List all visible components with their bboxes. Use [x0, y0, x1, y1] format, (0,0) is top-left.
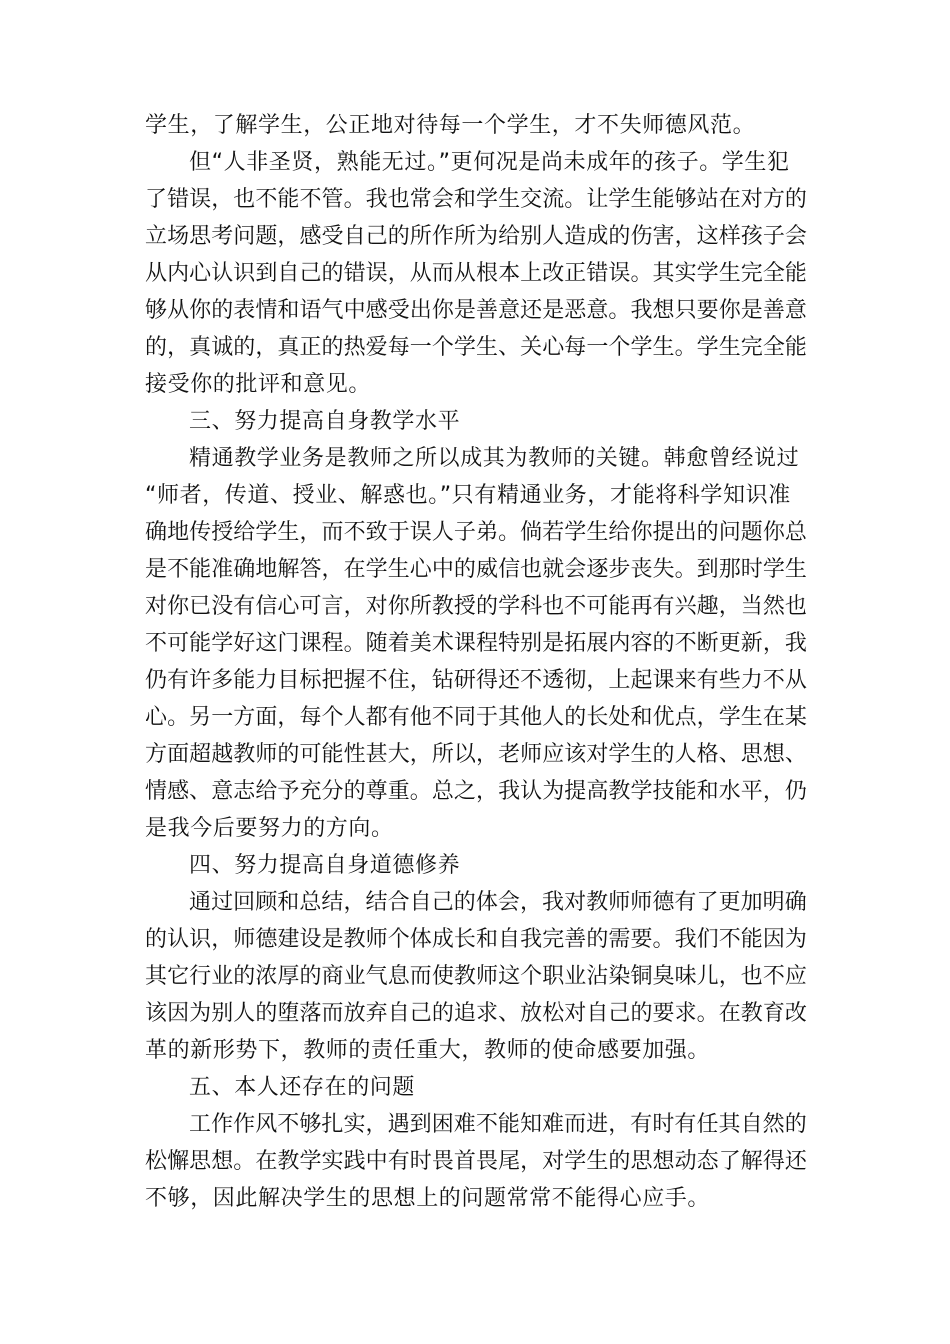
- text-line: 心。另一方面，每个人都有他不同于其他人的长处和优点，学生在某: [145, 705, 808, 730]
- text-line: 精通教学业务是教师之所以成其为教师的关键。韩愈曾经说过: [189, 446, 800, 471]
- text-line: 了错误，也不能不管。我也常会和学生交流。让学生能够站在对方的: [145, 187, 808, 212]
- text-line: 方面超越教师的可能性甚大，所以，老师应该对学生的人格、思想、: [145, 742, 808, 767]
- document-body: [145, 107, 807, 1217]
- text-line: “师者，传道、授业、解惑也。”只有精通业务，才能将科学知识准: [145, 483, 791, 508]
- text-line: 四、努力提高自身道德修养: [189, 853, 461, 878]
- paragraph: [145, 1106, 807, 1217]
- text-line: 不可能学好这门课程。随着美术课程特别是拓展内容的不断更新，我: [145, 631, 808, 656]
- paragraph: [145, 440, 807, 847]
- text-line: 工作作风不够扎实，遇到困难不能知难而进，有时有任其自然的: [189, 1112, 807, 1137]
- paragraph: [145, 884, 807, 1069]
- paragraph: [145, 847, 807, 884]
- text-line: 学生，了解学生，公正地对待每一个学生，才不失师德风范。: [145, 113, 756, 138]
- text-line: 情感、意志给予充分的尊重。总之，我认为提高教学技能和水平，仍: [145, 779, 808, 804]
- text-line: 是我今后要努力的方向。: [145, 816, 394, 841]
- paragraph: [145, 403, 807, 440]
- text-line: 松懈思想。在教学实践中有时畏首畏尾，对学生的思想动态了解得还: [145, 1149, 808, 1174]
- text-line: 五、本人还存在的问题: [189, 1075, 416, 1100]
- text-line: 确地传授给学生，而不致于误人子弟。倘若学生给你提出的问题你总: [145, 520, 808, 545]
- text-line: 仍有许多能力目标把握不住，钻研得还不透彻，上起课来有些力不从: [145, 668, 808, 693]
- text-line: 接受你的批评和意见。: [145, 372, 372, 397]
- text-line: 从内心认识到自己的错误，从而从根本上改正错误。其实学生完全能: [145, 261, 808, 286]
- text-line: 对你已没有信心可言，对你所教授的学科也不可能再有兴趣，当然也: [145, 594, 808, 619]
- text-line: 通过回顾和总结，结合自己的体会，我对教师师德有了更加明确: [189, 890, 807, 915]
- text-line: 的认识，师德建设是教师个体成长和自我完善的需要。我们不能因为: [145, 927, 808, 952]
- paragraph: [145, 107, 807, 144]
- text-line: 立场思考问题，感受自己的所作所为给别人造成的伤害，这样孩子会: [145, 224, 808, 249]
- text-line: 三、努力提高自身教学水平: [189, 409, 461, 434]
- text-line: 够从你的表情和语气中感受出你是善意还是恶意。我想只要你是善意: [145, 298, 808, 323]
- paragraph: [145, 1069, 807, 1106]
- text-line: 但“人非圣贤，熟能无过。”更何况是尚未成年的孩子。学生犯: [189, 150, 790, 175]
- text-line: 该因为别人的堕落而放弃自己的追求、放松对自己的要求。在教育改: [145, 1001, 808, 1026]
- paragraph: [145, 144, 807, 403]
- text-line: 革的新形势下，教师的责任重大，教师的使命感要加强。: [145, 1038, 711, 1063]
- text-line: 是不能准确地解答，在学生心中的威信也就会逐步丧失。到那时学生: [145, 557, 808, 582]
- text-line: 的，真诚的，真正的热爱每一个学生、关心每一个学生。学生完全能: [145, 335, 808, 360]
- text-line: 不够，因此解决学生的思想上的问题常常不能得心应手。: [145, 1186, 711, 1211]
- text-line: 其它行业的浓厚的商业气息而使教师这个职业沾染铜臭味儿，也不应: [145, 964, 808, 989]
